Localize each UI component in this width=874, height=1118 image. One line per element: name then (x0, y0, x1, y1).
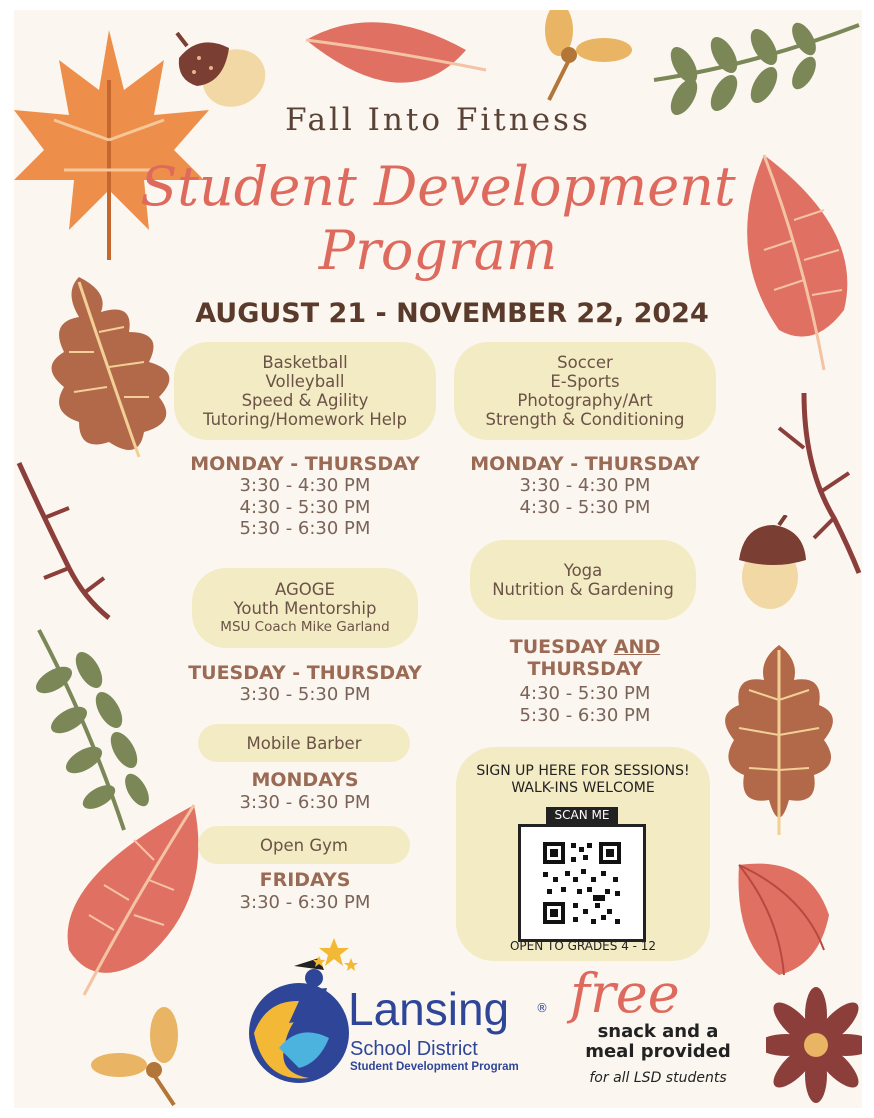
lantern-icon (729, 855, 839, 980)
qr-code[interactable] (518, 824, 646, 942)
schedule-times (454, 683, 716, 726)
activities-pill-1 (174, 342, 436, 440)
snack-line: snack and a (597, 1021, 719, 1042)
signup-line: SIGN UP HERE FOR SESSIONS! (476, 763, 690, 779)
time-slot: 5:30 - 6:30 PM (239, 518, 371, 539)
grades-note: OPEN TO GRADES 4 - 12 (509, 939, 657, 953)
acorn-icon (734, 515, 814, 615)
page-title: Student Development (140, 155, 736, 218)
schedule-times (174, 892, 436, 914)
flyer-poster (14, 10, 862, 1108)
activities-pill-3 (192, 568, 418, 648)
signup-panel (456, 747, 710, 961)
activity-item: Strength & Conditioning (485, 410, 685, 429)
schedule-times (174, 792, 436, 814)
activity-item: MSU Coach Mike Garland (220, 618, 390, 635)
schedule-times (174, 475, 436, 540)
signup-text (456, 763, 710, 797)
days-part-underlined: AND (613, 636, 661, 658)
activity-item: Mobile Barber (246, 733, 362, 753)
time-slot: 3:30 - 6:30 PM (239, 792, 371, 813)
activity-item: Youth Mentorship (233, 598, 377, 618)
red-leaf-icon (296, 10, 496, 110)
time-slot: 4:30 - 5:30 PM (239, 496, 371, 518)
activities-pill-5 (198, 724, 410, 762)
schedule-days: FRIDAYS (259, 869, 351, 891)
oak-leaf-icon (714, 640, 844, 840)
seed-pod-icon (529, 10, 639, 105)
schedule-times (454, 475, 716, 518)
scan-me-label: SCAN ME (546, 807, 618, 824)
activity-item: Nutrition & Gardening (492, 580, 674, 599)
time-slot: 3:30 - 6:30 PM (239, 892, 371, 913)
qr-code-frame[interactable] (518, 807, 646, 957)
activity-item: Yoga (563, 561, 603, 580)
logo-registered-mark: ® (536, 1001, 548, 1015)
days-part: TUESDAY (509, 636, 614, 658)
schedule-days: TUESDAY - THURSDAY (188, 662, 422, 684)
schedule-days: MONDAY - THURSDAY (190, 453, 420, 475)
schedule-times (174, 684, 436, 706)
time-slot: 4:30 - 5:30 PM (519, 496, 651, 518)
logo-district: School District (350, 1038, 478, 1060)
free-heading: free (570, 962, 680, 1025)
tagline: Fall Into Fitness (285, 102, 591, 138)
activity-item: Basketball (262, 353, 348, 372)
activities-pill-2 (454, 342, 716, 440)
activities-pill-4 (470, 540, 696, 620)
activity-item: Open Gym (260, 835, 348, 855)
date-range: AUGUST 21 - NOVEMBER 22, 2024 (195, 298, 709, 329)
snack-line: meal provided (585, 1041, 731, 1062)
page-title-line2: Program (318, 219, 558, 282)
schedule-days (454, 636, 716, 680)
snack-text (570, 1022, 746, 1062)
time-slot: 3:30 - 5:30 PM (239, 684, 371, 705)
activity-item: Volleyball (265, 372, 345, 391)
time-slot: 3:30 - 4:30 PM (519, 475, 651, 496)
eligibility-note: for all LSD students (589, 1070, 727, 1086)
activity-item: AGOGE (275, 579, 335, 599)
activity-item: Speed & Agility (241, 391, 369, 410)
logo-name: Lansing (348, 983, 510, 1035)
qr-code-icon (521, 827, 643, 939)
star-anise-icon (766, 985, 862, 1108)
district-logo-icon (219, 928, 359, 1098)
activity-item: Tutoring/Homework Help (203, 410, 407, 429)
logo-program: Student Development Program (350, 1061, 519, 1073)
activities-pill-6 (198, 826, 410, 864)
schedule-days: MONDAYS (251, 769, 359, 791)
days-part: THURSDAY (527, 658, 643, 680)
time-slot: 5:30 - 6:30 PM (519, 704, 651, 726)
branch-icon (14, 458, 124, 628)
activity-item: E-Sports (550, 372, 620, 391)
signup-line: WALK-INS WELCOME (511, 780, 655, 796)
time-slot: 3:30 - 4:30 PM (239, 475, 371, 496)
activity-item: Soccer (557, 353, 613, 372)
activity-item: Photography/Art (517, 391, 653, 410)
schedule-days: MONDAY - THURSDAY (470, 453, 700, 475)
time-slot: 4:30 - 5:30 PM (519, 683, 651, 704)
seed-pod-icon (84, 1005, 194, 1108)
